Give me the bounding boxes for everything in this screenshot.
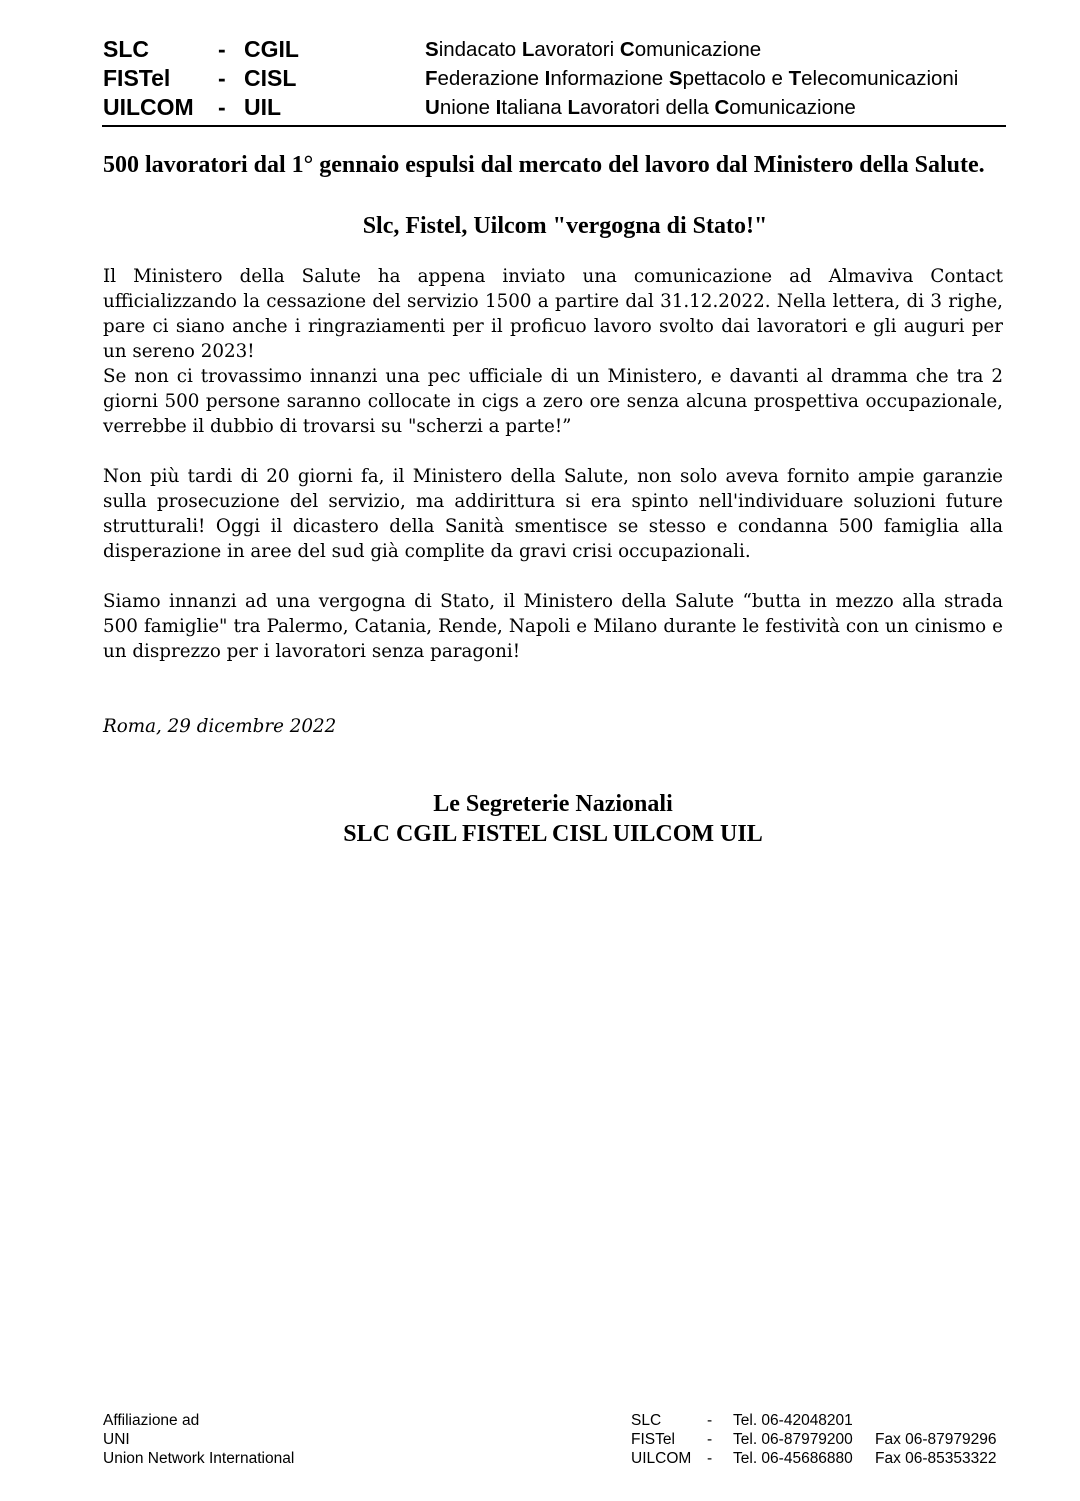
body-paragraph: Siamo innanzi ad una vergogna di Stato, il Ministero della Salute “butta in mezzo alla strada 500 famiglie" tra Palermo, Catania, Rende, Napoli e Milano durante le festività con un cinismo e un disprezzo per i lavoratori senza paragoni! [103,591,1003,662]
contact-row [631,1411,1011,1430]
body-paragraph: Se non ci trovassimo innanzi una pec ufficiale di un Ministero, e davanti al dramma che tra 2 giorni 500 persone saranno collocate in cigs a zero ore senza alcuna prospettiva occupazionale, verrebbe il dubbio di trovarsi su "scherzi a parte!” [103,366,1003,437]
word-rest: taliana [501,96,568,119]
confederation-acronym: CISL [244,65,297,91]
separator-dash: - [218,94,226,120]
contact-row [631,1430,1011,1449]
contact-org: FISTel [631,1431,675,1448]
signature-block [103,789,1003,849]
org-acronym: SLC [103,36,149,62]
initial: L [567,96,581,119]
contact-fax: Fax 06-87979296 [875,1431,997,1448]
initial: T [788,67,802,90]
letterhead-row-fistel [102,64,1006,93]
word-rest: elecomunicazioni [801,67,959,90]
initial: S [668,67,683,90]
contact-org: UILCOM [631,1450,692,1467]
contact-phone: Tel. 06-42048201 [733,1412,853,1429]
contact-row [631,1449,1011,1468]
footer-contacts [631,1411,1011,1468]
word-rest: omunicazione [729,96,856,119]
body-paragraph: Il Ministero della Salute ha appena inviato una comunicazione ad Almaviva Contact ufficializzando la cessazione del servizio 1500 a partire dal 31.12.2022. Nella lettera, di 3 righe, pare ci siano anche i ringraziamenti per il proficuo lavoro svolto dai lavoratori e gli auguri per un sereno 2023! [103,266,1003,362]
initial: I [495,96,502,119]
org-acronym: UILCOM [103,94,194,120]
confederation-acronym: CGIL [244,36,299,62]
signature-line: Le Segreterie Nazionali [433,791,673,817]
signature-orgs: SLC CGIL FISTEL CISL UILCOM UIL [343,821,763,847]
word-rest: omunicazione [634,38,762,61]
contact-phone: Tel. 06-87979200 [733,1431,853,1448]
contact-fax: Fax 06-85353322 [875,1450,997,1467]
org-full-name [425,35,761,64]
separator-dash: - [218,36,226,62]
body-paragraph: Non più tardi di 20 giorni fa, il Ministero della Salute, non solo aveva fornito ampie garanzie sulla prosecuzione del servizio, ma addirittura si era spinto nell'individuare soluzioni future strutturali! Oggi il dicastero della Sanità smentisce se stesso e condanna 500 famiglia alla disperazione in aree del sud già complite da gravi crisi occupazionali. [103,466,1003,562]
initial: F [425,67,438,90]
confederation-acronym: UIL [244,94,282,120]
letterhead-row-uilcom [102,93,1006,122]
separator-dash: - [707,1412,713,1429]
contact-phone: Tel. 06-45686880 [733,1450,853,1467]
footer-line: UNI [103,1431,130,1448]
initial: S [425,38,439,61]
org-acronym: FISTel [103,65,171,91]
press-release-subtitle: Slc, Fistel, Uilcom "vergogna di Stato!" [362,213,768,239]
place-date: Roma, 29 dicembre 2022 [103,716,337,737]
contact-org: SLC [631,1412,662,1429]
letterhead-row-slc [102,35,1006,64]
word-rest: avoratori [534,38,620,61]
initial: I [544,67,551,90]
word-rest: avoratori della [580,96,715,119]
separator-dash: - [707,1431,713,1448]
press-release-title: 500 lavoratori dal 1° gennaio espulsi dal mercato del lavoro dal Ministero della Salute. [103,152,985,178]
separator-dash: - [707,1450,713,1467]
word-rest: nione [439,96,496,119]
word-rest: indacato [438,38,522,61]
org-full-name [425,64,958,93]
initial: C [714,96,730,119]
footer-line: Affiliazione ad [103,1412,200,1429]
word-rest: nformazione [550,67,669,90]
initial: U [425,96,440,119]
word-rest: ederazione [437,67,545,90]
separator-dash: - [218,65,226,91]
org-full-name [425,93,856,122]
footer-line: Union Network International [103,1450,295,1467]
footer-affiliation [103,1411,294,1468]
letterhead [102,35,1006,127]
initial: L [521,38,535,61]
word-rest: pettacolo e [682,67,789,90]
initial: C [619,38,635,61]
